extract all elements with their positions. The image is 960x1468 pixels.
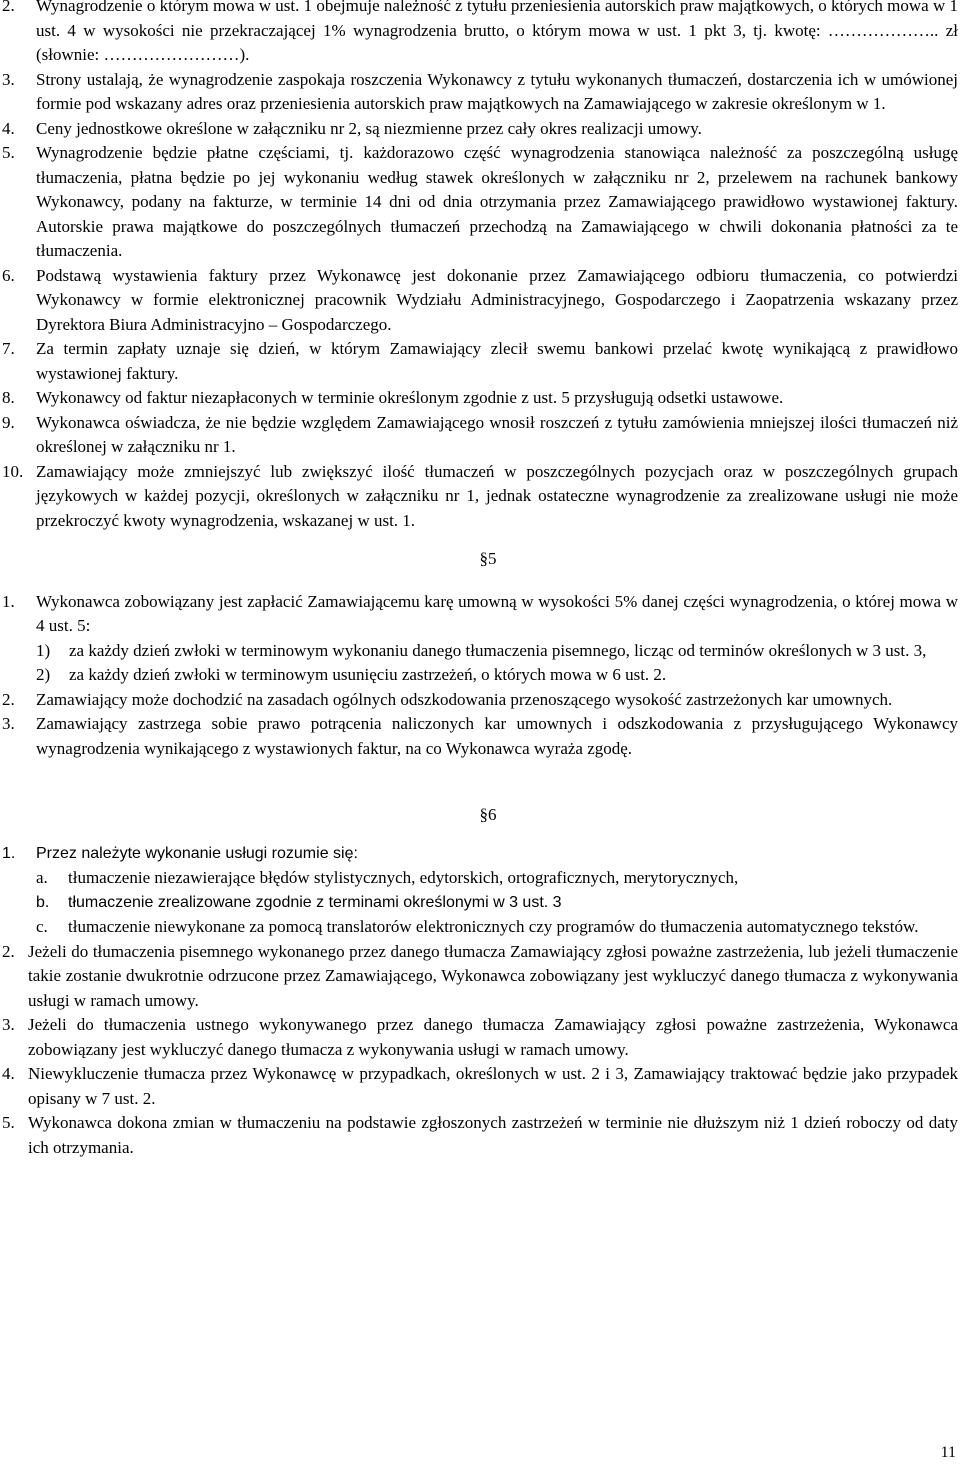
s5-subitem-2 bbox=[36, 663, 960, 688]
paragraph-text: Za termin zapłaty uznaje się dzień, w którym Zamawiający zlecił swemu bankowi przelać kwotę wynikającą z prawidłowo wystawionej faktury. bbox=[36, 339, 958, 383]
paragraph-3 bbox=[0, 68, 960, 117]
s6-subitem-b bbox=[36, 891, 960, 916]
s5-subitem-1 bbox=[36, 639, 960, 664]
subitem-text: tłumaczenie zrealizowane zgodnie z terminami określonymi w 3 ust. 3 bbox=[68, 893, 562, 911]
s6-paragraph-1 bbox=[0, 842, 960, 867]
s5-paragraph-1 bbox=[0, 590, 960, 639]
paragraph-2 bbox=[0, 0, 960, 68]
paragraph-text: Wykonawca zobowiązany jest zapłacić Zamawiającemu karę umowną w wysokości 5% danej części wynagrodzenia, o której mowa w 4 ust. 5: bbox=[36, 591, 958, 635]
s6-subitem-a bbox=[36, 866, 960, 891]
paragraph-8 bbox=[0, 386, 960, 411]
section-heading-6 bbox=[16, 803, 960, 828]
subitem-text: tłumaczenie niewykonane za pomocą translatorów elektronicznych czy programów do tłumaczenia automatycznego tekstów. bbox=[68, 917, 919, 936]
subitem-number: a. bbox=[36, 868, 48, 887]
subitem-text: za każdy dzień zwłoki w terminowym wykonaniu danego tłumaczenia pisemnego, licząc od terminów określonych w 3 ust. 3, bbox=[69, 640, 927, 660]
paragraph-text: Jeżeli do tłumaczenia ustnego wykonywanego przez danego tłumacza Zamawiający zgłosi poważne zastrzeżenia, Wykonawca zobowiązany jest wykluczyć danego tłumacza z wykonywania usługi w ramach umowy. bbox=[28, 1015, 958, 1059]
paragraph-7 bbox=[0, 337, 960, 386]
paragraph-text: Strony ustalają, że wynagrodzenie zaspokaja roszczenia Wykonawcy z tytułu wykonanych tłumaczeń, dostarczenia ich w umówionej formie pod wskazany adres oraz przeniesienia autorskich praw majątkowych na Zamawiającego w zakresie określonym w 1. bbox=[36, 69, 958, 113]
subitem-text: tłumaczenie niezawierające błędów stylistycznych, edytorskich, ortograficznych, merytorycznych, bbox=[68, 868, 739, 887]
paragraph-number: 3. bbox=[2, 714, 15, 733]
subitem-number: 2) bbox=[36, 665, 51, 684]
subitem-text: za każdy dzień zwłoki w terminowym usunięciu zastrzeżeń, o których mowa w 6 ust. 2. bbox=[69, 665, 667, 684]
paragraph-number: 2. bbox=[2, 941, 15, 961]
paragraph-text: Wynagrodzenie o którym mowa w ust. 1 obejmuje należność z tytułu przeniesienia autorskich praw majątkowych, o których mowa w 1 ust. 4 w wysokości nie przekraczającej 1% wynagrodzenia brutto, o którym mowa w ust. 1 pkt 3, tj. kwotę: ……………….. zł (słownie: ……………………). bbox=[36, 0, 958, 64]
paragraph-text: Zamawiający zastrzega sobie prawo potrącenia naliczonych kar umownych i odszkodowania z przysługującego Wykonawcy wynagrodzenia wynikającego z wystawionych faktur, na co Wykonawca wyraża zgodę. bbox=[36, 714, 958, 758]
subitem-number: 1) bbox=[36, 640, 51, 660]
paragraph-text: Jeżeli do tłumaczenia pisemnego wykonanego przez danego tłumacza Zamawiający zgłosi poważne zastrzeżenia, lub jeżeli tłumaczenie takie zostanie dwukrotnie odrzucone przez Zamawiającego, Wykonawca zobowiązany jest wykluczyć danego tłumacza z wykonywania usługi w ramach umowy. bbox=[28, 941, 958, 1010]
paragraph-number: 3. bbox=[2, 1015, 15, 1034]
paragraph-number: 9. bbox=[2, 412, 15, 432]
paragraph-10 bbox=[0, 460, 960, 534]
paragraph-text: Podstawą wystawienia faktury przez Wykonawcę jest dokonanie przez Zamawiającego odbioru tłumaczenia, co potwierdzi Wykonawcy w formie elektronicznej pracownik Wydziału Administracyjnego, Gospodarczego i Zaopatrzenia wskazany przez Dyrektora Biura Administracyjno – Gospodarczego. bbox=[36, 265, 958, 334]
s5-paragraph-3 bbox=[0, 712, 960, 761]
paragraph-5 bbox=[0, 141, 960, 264]
s6-paragraph-4 bbox=[0, 1062, 960, 1111]
s6-subitem-c bbox=[36, 915, 960, 940]
subitem-number: c. bbox=[36, 917, 48, 936]
paragraph-number: 5. bbox=[2, 1113, 15, 1132]
paragraph-text: Ceny jednostkowe określone w załączniku nr 2, są niezmienne przez cały okres realizacji umowy. bbox=[36, 118, 702, 138]
s5-paragraph-2 bbox=[0, 688, 960, 713]
section-mark: § bbox=[479, 549, 488, 568]
paragraph-text: Zamawiający może dochodzić na zasadach ogólnych odszkodowania przenoszącego wysokość zastrzeżonych kar umownych. bbox=[36, 689, 893, 709]
paragraph-number: 4. bbox=[2, 118, 15, 138]
paragraph-9 bbox=[0, 411, 960, 460]
paragraph-number: 8. bbox=[2, 388, 15, 407]
section-heading-5 bbox=[16, 547, 960, 572]
s6-paragraph-3 bbox=[0, 1013, 960, 1062]
paragraph-6 bbox=[0, 264, 960, 338]
paragraph-number: 7. bbox=[2, 339, 15, 358]
paragraph-text: Wykonawcy od faktur niezapłaconych w terminie określonym zgodnie z ust. 5 przysługują odsetki ustawowe. bbox=[36, 388, 784, 407]
paragraph-number: 1. bbox=[2, 591, 15, 611]
paragraph-number: 10. bbox=[2, 461, 24, 481]
subitem-number: b. bbox=[36, 893, 50, 911]
s6-paragraph-5 bbox=[0, 1111, 960, 1160]
paragraph-number: 3. bbox=[2, 69, 15, 89]
section-mark: § bbox=[479, 805, 488, 824]
paragraph-text: Wynagrodzenie będzie płatne częściami, tj. każdorazowo część wynagrodzenia stanowiąca należność za poszczególną usługę tłumaczenia, płatna będzie po jej wykonaniu według stawek określonych w załączniku nr 2, przelewem na rachunek bankowy Wykonawcy, podany na fakturze, w terminie 14 dni od dnia otrzymania przez Zamawiającego prawidłowo wystawionej faktury. Autorskie prawa majątkowe do poszczególnych tłumaczeń przechodzą na Zamawiającego w chwili dokonania płatności za te tłumaczenia. bbox=[36, 143, 958, 260]
paragraph-text: Niewykluczenie tłumacza przez Wykonawcę w przypadkach, określonych w ust. 2 i 3, Zamawiający traktować będzie jako przypadek opisany w 7 ust. 2. bbox=[28, 1064, 958, 1108]
paragraph-4 bbox=[0, 117, 960, 142]
paragraph-text: Przez należyte wykonanie usługi rozumie się: bbox=[36, 844, 358, 862]
paragraph-number: 1. bbox=[2, 844, 16, 862]
section-number: 6 bbox=[488, 805, 497, 824]
paragraph-number: 2. bbox=[2, 689, 15, 709]
section-number: 5 bbox=[488, 549, 497, 568]
page-number: 11 bbox=[940, 1444, 956, 1461]
paragraph-text: Wykonawca dokona zmian w tłumaczeniu na podstawie zgłoszonych zastrzeżeń w terminie nie dłuższym niż 1 dzień roboczy od daty ich otrzymania. bbox=[28, 1113, 958, 1157]
paragraph-number: 5. bbox=[2, 143, 15, 162]
paragraph-number: 4. bbox=[2, 1064, 15, 1083]
paragraph-text: Zamawiający może zmniejszyć lub zwiększyć ilość tłumaczeń w poszczególnych pozycjach oraz w poszczególnych grupach językowych w każdej pozycji, określonych w załączniku nr 1, jednak ostateczne wynagrodzenie za zrealizowane usługi nie może przekroczyć kwoty wynagrodzenia, wskazanej w ust. 1. bbox=[36, 461, 958, 530]
paragraph-number: 6. bbox=[2, 265, 15, 285]
s6-paragraph-2 bbox=[0, 940, 960, 1014]
paragraph-text: Wykonawca oświadcza, że nie będzie względem Zamawiającego wnosił roszczeń z tytułu zamówienia mniejszej ilości tłumaczeń niż określonej w załączniku nr 1. bbox=[36, 412, 958, 456]
paragraph-number: 2. bbox=[2, 0, 15, 15]
